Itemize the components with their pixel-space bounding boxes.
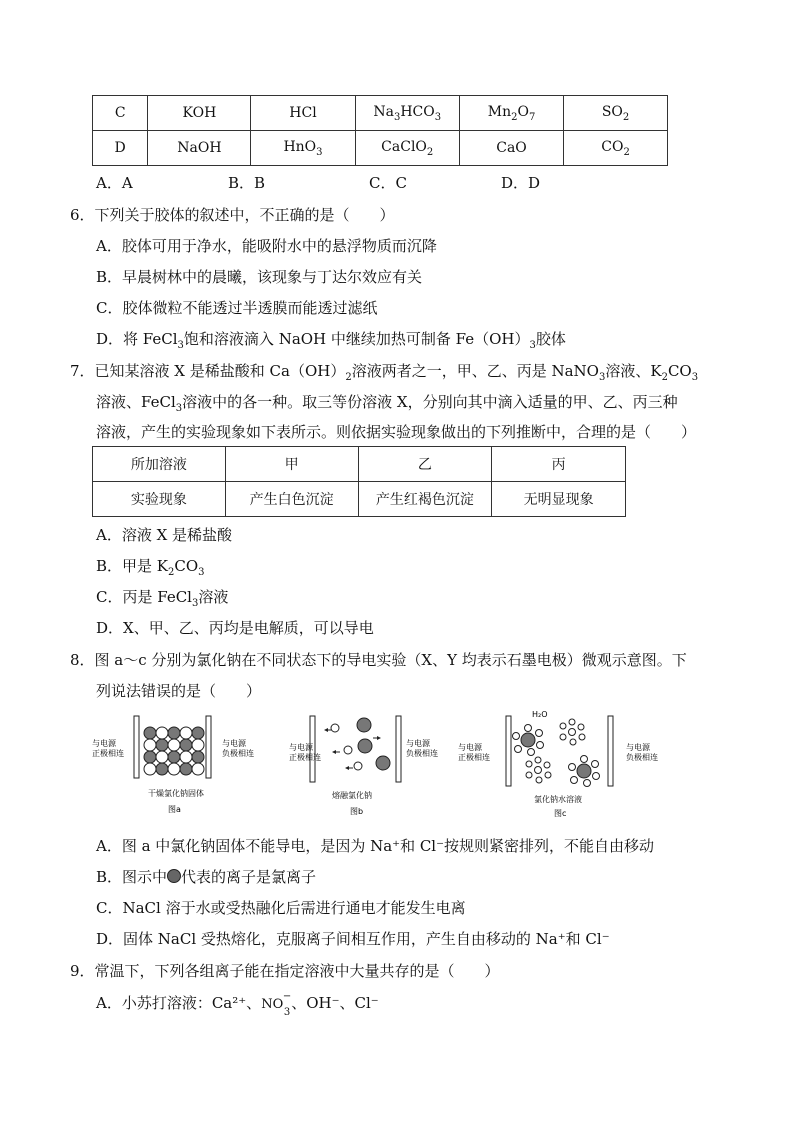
electrode-x <box>134 716 139 778</box>
na-ion <box>354 762 362 770</box>
q6-stem: 6．下列关于胶体的叙述中，不正确的是（ ） <box>70 206 395 224</box>
option-a: A．A <box>96 174 133 192</box>
option-d: D．D <box>501 174 541 192</box>
q7-table <box>92 446 626 517</box>
table-cell: $SO_2$ <box>564 96 668 131</box>
na-ion <box>331 724 339 732</box>
fig-c-left-label-1: 与电源 <box>458 743 482 752</box>
hydrated-na-ion <box>560 719 585 745</box>
q7-stem-line3: 溶液，产生的实验现象如下表所示。则依据实验现象做出的下列推断中，合理的是（ ） <box>96 423 697 441</box>
nitrate-ion: NO 3 − <box>261 991 292 1018</box>
q7-option-c: C．丙是 FeCl$_3$溶液 <box>96 588 229 609</box>
q8-stem-line1: 8．图 a～c 分别为氯化钠在不同状态下的导电实验（X、Y 均表示石墨电极）微观示意图。下 <box>70 651 687 669</box>
fig-c-label: 图c <box>554 809 567 818</box>
fig-c-left-label-2: 正极相连 <box>458 753 490 762</box>
table-cell: $CO_2$ <box>564 131 668 166</box>
q6-option-d: D．将 FeCl$_3$饱和溶液滴入 NaOH 中继续加热可制备 $Fe(OH)_3$胶体 <box>96 330 566 351</box>
q7-option-d: D．X、甲、乙、丙均是电解质，可以导电 <box>96 619 374 637</box>
table-cell: 无明显现象 <box>492 482 626 517</box>
q8-option-d: D．固体 NaCl 受热熔化，克服离子间相互作用，产生自由移动的 Na⁺和 Cl⁻ <box>96 930 610 948</box>
hydrated-cl-ion <box>513 725 544 756</box>
table-cell: KOH <box>148 96 251 131</box>
q7-stem-line1: 7．已知某溶液 X 是稀盐酸和 $Ca(OH)_2$溶液两者之一，甲、乙、丙是 NaNO$_3$溶液、$K_2CO_3$ <box>70 362 699 383</box>
table-cell: 产生红褐色沉淀 <box>358 482 492 517</box>
figure-b <box>289 716 438 816</box>
q6-option-a: A．胶体可用于净水，能吸附水中的悬浮物质而沉降 <box>96 237 437 255</box>
option-c: C．C <box>369 174 407 192</box>
q7-option-a: A．溶液 X 是稀盐酸 <box>96 526 233 544</box>
fig-a-caption: 干燥氯化钠固体 <box>148 789 204 798</box>
table-cell: D <box>93 131 148 166</box>
cl-ion <box>358 739 372 753</box>
table-cell: 产生白色沉淀 <box>225 482 358 517</box>
fig-b-caption: 熔融氯化钠 <box>332 791 372 800</box>
top-table <box>92 95 668 166</box>
fig-a-left-label-1: 与电源 <box>92 739 116 748</box>
table-cell: 乙 <box>358 447 492 482</box>
table-cell: 实验现象 <box>93 482 226 517</box>
table-cell: 所加溶液 <box>93 447 226 482</box>
electrode-y <box>396 716 401 782</box>
fig-b-label: 图b <box>350 807 364 816</box>
q9-stem: 9．常温下，下列各组离子能在指定溶液中大量共存的是（ ） <box>70 962 500 980</box>
q6-option-c: C．胶体微粒不能透过半透膜而能透过滤纸 <box>96 299 378 317</box>
fig-a-label: 图a <box>168 805 181 814</box>
hydrated-cl-ion <box>569 756 600 787</box>
option-b: B．B <box>228 174 266 192</box>
q9-option-a: A．小苏打溶液：Ca²⁺、NO 3 − 、OH⁻、Cl⁻ <box>96 991 379 1018</box>
q8-option-b: B．图示中 代表的离子是氯离子 <box>96 868 317 886</box>
hydrated-na-ion <box>526 757 551 783</box>
table-cell: CaO <box>459 131 563 166</box>
electrode-x <box>506 716 511 786</box>
na-ion <box>344 746 352 754</box>
q8-figure <box>88 708 688 824</box>
fig-a-left-label-2: 正极相连 <box>92 749 124 758</box>
table-cell: CaClO$_2$ <box>355 131 459 166</box>
table-cell: NaOH <box>148 131 251 166</box>
cl-ion <box>376 756 390 770</box>
q8-stem-line2: 列说法错误的是（ ） <box>96 682 262 700</box>
q8-option-a: A．图 a 中氯化钠固体不能导电，是因为 Na⁺和 Cl⁻按规则紧密排列，不能自由移动 <box>96 837 655 855</box>
nacl-conduction-diagram <box>88 708 688 824</box>
q6-option-b: B．早晨树林中的晨曦，该现象与丁达尔效应有关 <box>96 268 423 286</box>
fig-b-right-label-1: 与电源 <box>406 739 430 748</box>
cl-ion <box>357 718 371 732</box>
figure-c <box>458 710 658 818</box>
table-cell: $Mn_2O_7$ <box>459 96 563 131</box>
fig-c-right-label-1: 与电源 <box>626 743 650 752</box>
electrode-y <box>608 716 613 786</box>
table-cell: HnO$_3$ <box>251 131 355 166</box>
q7-stem-line2: 溶液、FeCl$_3$溶液中的各一种。取三等份溶液 X，分别向其中滴入适量的甲、乙、丙三种 <box>96 393 678 414</box>
fig-c-right-label-2: 负极相连 <box>626 753 658 762</box>
crystal-lattice <box>144 727 204 775</box>
table-cell: $Na_3HCO_3$ <box>355 96 459 131</box>
fig-a-right-label-1: 与电源 <box>222 739 246 748</box>
fig-c-caption: 氯化钠水溶液 <box>534 795 582 804</box>
fig-a-right-label-2: 负极相连 <box>222 749 254 758</box>
cl-ion-icon <box>167 869 181 883</box>
figure-a <box>92 716 254 814</box>
table-cell: 丙 <box>492 447 626 482</box>
q7-option-b: B．甲是 $K_2CO_3$ <box>96 557 205 578</box>
table-cell: 甲 <box>225 447 358 482</box>
table-cell: C <box>93 96 148 131</box>
electrode-y <box>206 716 211 778</box>
fig-c-water-label: H₂O <box>532 710 548 719</box>
table-cell: HCl <box>251 96 355 131</box>
fig-b-left-label-2: 正极相连 <box>289 753 321 762</box>
fig-b-left-label-1: 与电源 <box>289 743 313 752</box>
fig-b-right-label-2: 负极相连 <box>406 749 438 758</box>
q8-option-c: C．NaCl 溶于水或受热融化后需进行通电才能发生电离 <box>96 899 466 917</box>
